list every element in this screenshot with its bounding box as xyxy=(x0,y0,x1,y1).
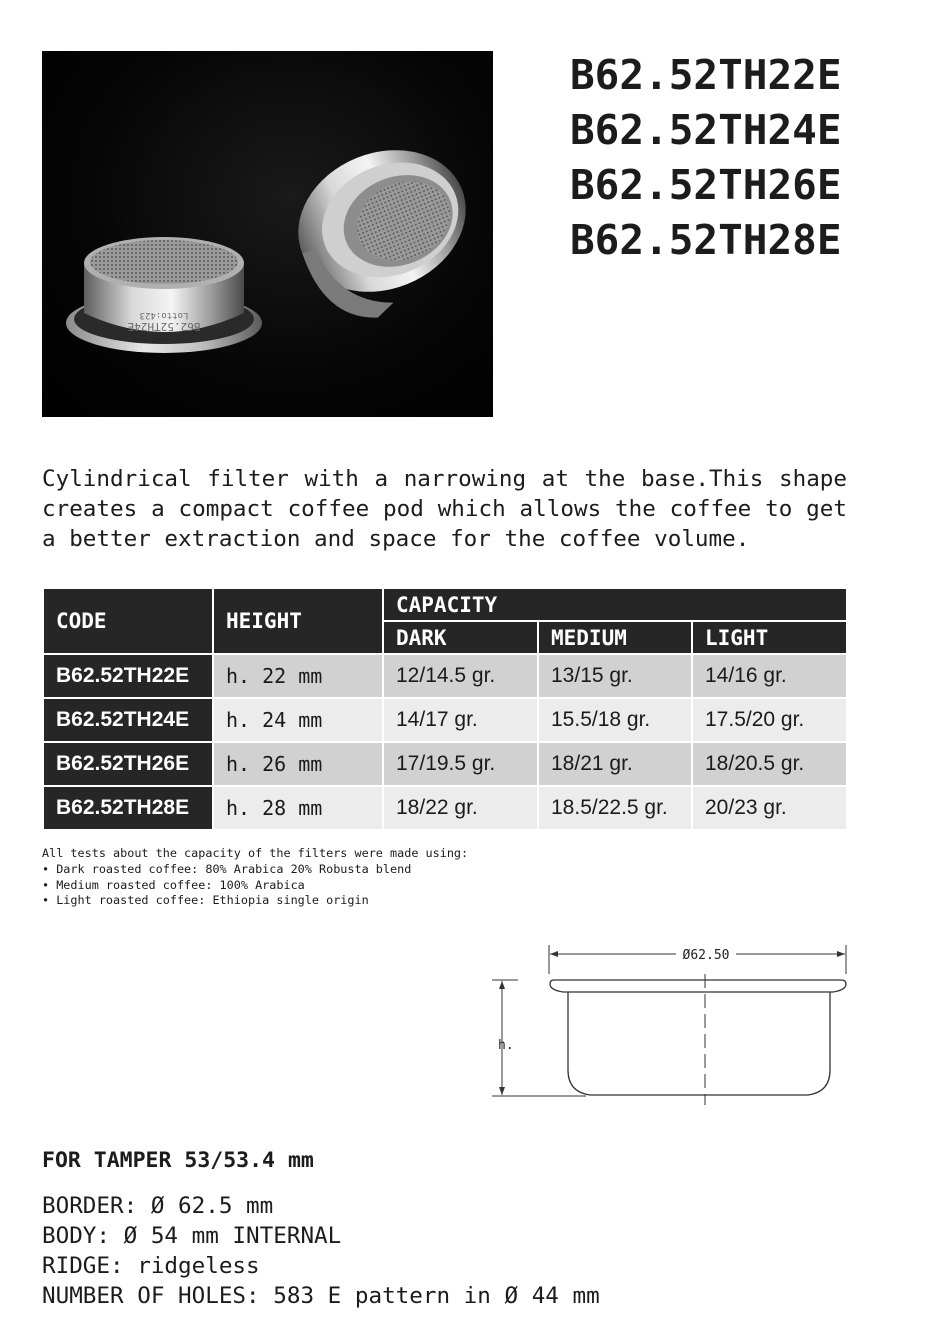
product-code-title: B62.52TH28E xyxy=(570,216,842,264)
cell-dark: 17/19.5 gr. xyxy=(383,742,538,786)
cell-medium: 15.5/18 gr. xyxy=(538,698,692,742)
engraving-lot: Lotto:423 xyxy=(139,310,189,320)
product-description: Cylindrical filter with a narrowing at the base.This shape creates a compact coffee pod which allows the coffee to get a better extraction and space for the coffee volume. xyxy=(42,466,847,552)
notes-intro: All tests about the capacity of the filters were made using: xyxy=(42,846,469,860)
table-row xyxy=(43,786,847,830)
filter-rim xyxy=(550,980,846,992)
cell-dark: 18/22 gr. xyxy=(383,786,538,830)
spec-body: BODY: Ø 54 mm INTERNAL xyxy=(42,1223,342,1249)
cell-code: B62.52TH26E xyxy=(43,742,213,786)
capacity-table xyxy=(42,587,848,831)
arrow-down-icon xyxy=(499,1087,505,1095)
spec-list xyxy=(42,1191,600,1311)
diameter-label: Ø62.50 xyxy=(682,948,730,963)
product-code-title: B62.52TH22E xyxy=(570,51,842,99)
cell-medium: 18.5/22.5 gr. xyxy=(538,786,692,830)
header-height: HEIGHT xyxy=(213,588,383,654)
engraving-code: B62.52TH24E xyxy=(127,320,201,333)
filter-basket-left xyxy=(66,237,262,353)
tamper-heading: FOR TAMPER 53/53.4 mm xyxy=(42,1148,314,1173)
cell-light: 20/23 gr. xyxy=(692,786,847,830)
product-code-title: B62.52TH24E xyxy=(570,106,842,154)
cell-code: B62.52TH28E xyxy=(43,786,213,830)
cell-dark: 12/14.5 gr. xyxy=(383,654,538,698)
cell-dark: 14/17 gr. xyxy=(383,698,538,742)
cell-height: h. 28 mm xyxy=(213,786,383,830)
notes-item: • Medium roasted coffee: 100% Arabica xyxy=(42,877,305,892)
table-row xyxy=(43,698,847,742)
header-light: LIGHT xyxy=(692,621,847,654)
notes-item: • Light roasted coffee: Ethiopia single origin xyxy=(42,893,369,908)
table-row xyxy=(43,742,847,786)
filter-body xyxy=(568,992,830,1095)
notes-item: • Dark roasted coffee: 80% Arabica 20% Robusta blend xyxy=(42,861,412,876)
cell-light: 17.5/20 gr. xyxy=(692,698,847,742)
cell-height: h. 24 mm xyxy=(213,698,383,742)
arrow-left-icon xyxy=(550,951,558,957)
cell-medium: 18/21 gr. xyxy=(538,742,692,786)
product-code-title: B62.52TH26E xyxy=(570,161,842,209)
technical-drawing xyxy=(488,940,850,1110)
header-code: CODE xyxy=(43,588,213,654)
spec-holes: NUMBER OF HOLES: 583 E pattern in Ø 44 mm xyxy=(42,1283,600,1309)
header-medium: MEDIUM xyxy=(538,621,692,654)
cell-medium: 13/15 gr. xyxy=(538,654,692,698)
header-dark: DARK xyxy=(383,621,538,654)
cell-light: 18/20.5 gr. xyxy=(692,742,847,786)
height-label: h. xyxy=(498,1038,514,1053)
filter-basket-right xyxy=(277,126,493,335)
cell-code: B62.52TH24E xyxy=(43,698,213,742)
header-capacity: CAPACITY xyxy=(383,588,847,621)
table-row xyxy=(43,654,847,698)
spec-ridge: RIDGE: ridgeless xyxy=(42,1253,260,1279)
arrow-up-icon xyxy=(499,981,505,989)
spec-border: BORDER: Ø 62.5 mm xyxy=(42,1193,274,1219)
cell-code: B62.52TH22E xyxy=(43,654,213,698)
cell-height: h. 22 mm xyxy=(213,654,383,698)
test-notes xyxy=(42,846,468,909)
cell-light: 14/16 gr. xyxy=(692,654,847,698)
cell-height: h. 26 mm xyxy=(213,742,383,786)
product-photo xyxy=(42,51,493,417)
product-code-list xyxy=(570,48,870,268)
arrow-right-icon xyxy=(837,951,845,957)
